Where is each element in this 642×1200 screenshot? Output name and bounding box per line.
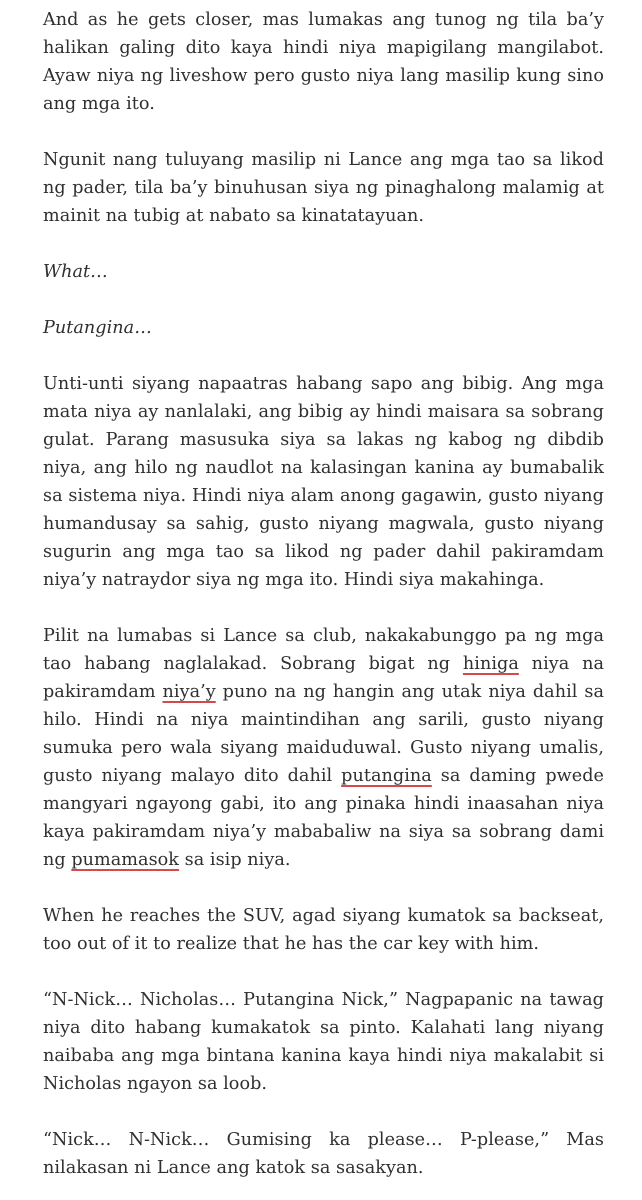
spellcheck-word[interactable]: putangina: [341, 766, 432, 786]
paragraph-text: What…: [43, 262, 108, 282]
paragraph-text: Pilit na lumabas si Lance sa club, nakakabunggo pa ng mga tao habang naglalakad. Sobrang bigat ng: [43, 626, 604, 674]
paragraph-text: niya na pakiramdam: [43, 654, 604, 702]
paragraph-5: [43, 370, 604, 594]
paragraph-4: [43, 314, 604, 342]
spellcheck-word[interactable]: hiniga: [462, 654, 519, 674]
spellcheck-word[interactable]: niya’y: [162, 682, 216, 702]
paragraph-6: [43, 622, 604, 874]
paragraph-text: sa daming pwede mangyari ngayong gabi, ito ang pinaka hindi inaasahan niya kaya pakiramdam niya’y mababaliw na siya sa sobrang dami ng: [43, 766, 604, 870]
paragraph-text: “Nick… N-Nick… Gumising ka please… P-please,” Mas nilakasan ni Lance ang katok sa sasakyan.: [43, 1130, 604, 1178]
paragraph-8: [43, 986, 604, 1098]
paragraph-text: puno na ng hangin ang utak niya dahil sa hilo. Hindi na niya maintindihan ang sarili, gusto niyang sumuka pero wala siyang maiduduwal. Gusto niyang umalis, gusto niyang malayo dito dahil: [43, 682, 605, 786]
paragraph-2: [43, 146, 604, 230]
spellcheck-word[interactable]: pumamasok: [71, 850, 180, 870]
paragraph-text: sa isip niya.: [179, 850, 291, 870]
paragraph-9: [43, 1126, 604, 1182]
paragraph-text: Putangina…: [43, 318, 152, 338]
paragraph-text: “N-Nick… Nicholas… Putangina Nick,” Nagpapanic na tawag niya dito habang kumakatok sa pinto. Kalahati lang niyang naibaba ang mga bintana kanina kaya hindi niya makalabit si Nicholas ngayon sa loob.: [43, 990, 604, 1094]
paragraph-3: [43, 258, 604, 286]
paragraph-text: When he reaches the SUV, agad siyang kumatok sa backseat, too out of it to realize that he has the car key with him.: [43, 906, 604, 954]
paragraph-text: Unti-unti siyang napaatras habang sapo ang bibig. Ang mga mata niya ay nanlalaki, ang bibig ay hindi maisara sa sobrang gulat. Parang masusuka siya sa lakas ng kabog ng dibdib niya, ang hilo ng naudlot na kalasingan kanina ay bumabalik sa sistema niya. Hindi niya alam anong gagawin, gusto niyang humandusay sa sahig, gusto niyang magwala, gusto niyang sugurin ang mga tao sa likod ng pader dahil pakiramdam niya’y natraydor siya ng mga ito. Hindi siya makahinga.: [43, 374, 604, 590]
paragraph-text: Ngunit nang tuluyang masilip ni Lance ang mga tao sa likod ng pader, tila ba’y binuhusan siya ng pinaghalong malamig at mainit na tubig at nabato sa kinatatayuan.: [43, 150, 604, 226]
paragraph-7: [43, 902, 604, 958]
paragraph-1: [43, 6, 604, 118]
paragraph-text: And as he gets closer, mas lumakas ang tunog ng tila ba’y halikan galing dito kaya hindi niya mapigilang mangilabot. Ayaw niya ng liveshow pero gusto niya lang masilip kung sino ang mga ito.: [43, 10, 604, 114]
